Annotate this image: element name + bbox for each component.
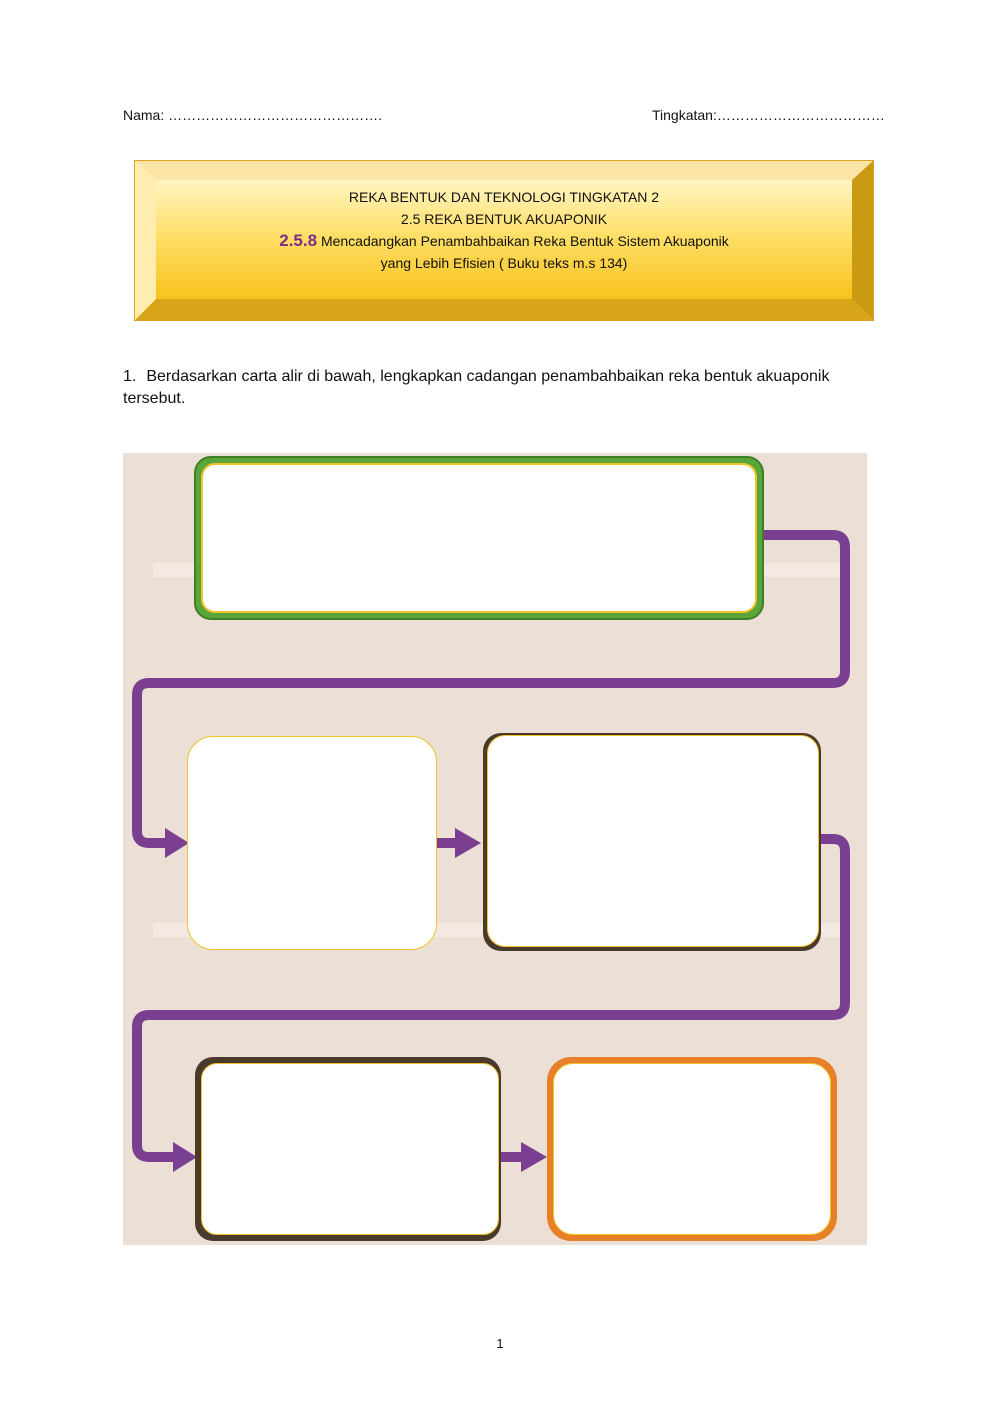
banner-subtitle-line: 2.5 REKA BENTUK AKUAPONIK bbox=[400, 211, 608, 227]
answer-box-1[interactable] bbox=[201, 463, 757, 613]
answer-box-3[interactable] bbox=[487, 735, 819, 947]
title-banner bbox=[134, 160, 874, 321]
question-text: Berdasarkan carta alir di bawah, lengkapkan cadangan penambahbaikan reka bentuk akuaponik tersebut. bbox=[123, 368, 830, 407]
name-field-label: Nama: ………………………………………. bbox=[123, 107, 383, 123]
question-number: 1. bbox=[123, 368, 137, 385]
answer-box-2[interactable] bbox=[187, 736, 437, 950]
answer-box-4[interactable] bbox=[201, 1063, 499, 1235]
banner-objective-line-2: yang Lebih Efisien ( Buku teks m.s 134) bbox=[380, 255, 628, 271]
objective-text: Mencadangkan Penambahbaikan Reka Bentuk Sistem Akuaponik bbox=[320, 233, 729, 249]
page-number: 1 bbox=[496, 1336, 504, 1351]
banner-title-line: REKA BENTUK DAN TEKNOLOGI TINGKATAN 2 bbox=[348, 189, 660, 205]
objective-code: 2.5.8 bbox=[279, 231, 318, 250]
answer-box-5[interactable] bbox=[553, 1063, 831, 1235]
question-1 bbox=[123, 366, 883, 410]
banner-objective-line bbox=[154, 230, 854, 252]
flow-chart bbox=[123, 453, 867, 1245]
form-field-label: Tingkatan:……………………………… bbox=[652, 107, 885, 123]
